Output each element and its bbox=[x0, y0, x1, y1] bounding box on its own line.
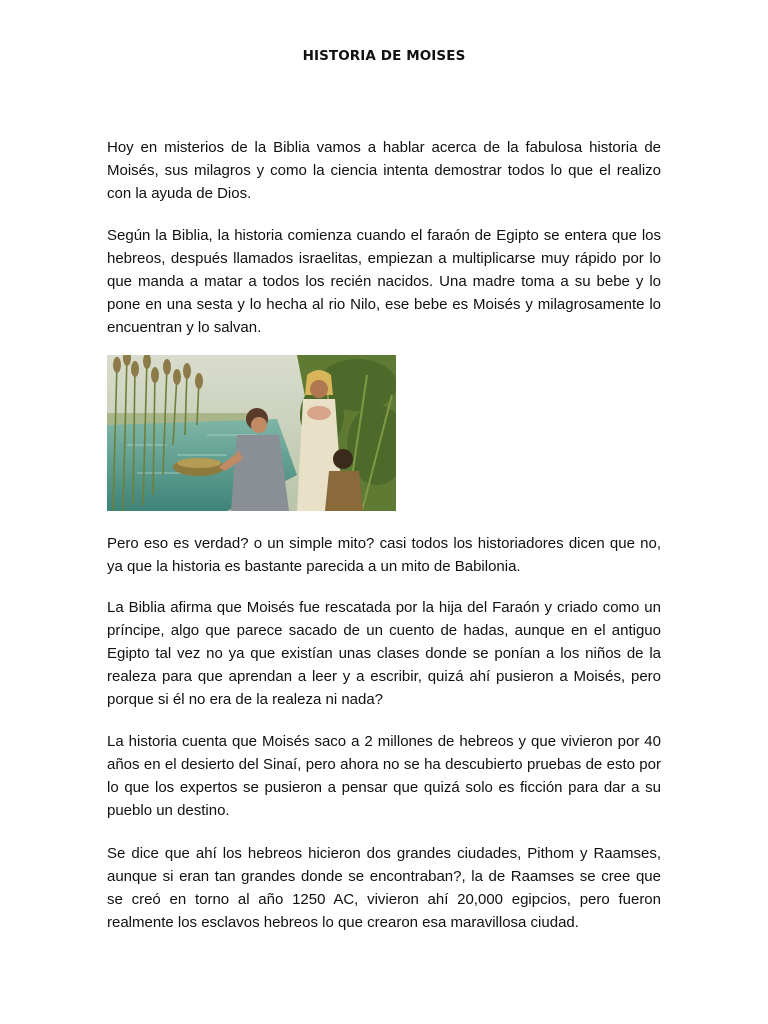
paragraph-cities: Se dice que ahí los hebreos hicieron dos grandes ciudades, Pithom y Raamses, aunque si eran tan grandes donde se encontraban?, la de Raamses se cree que se creó en torno al año 1250 AC, vivieron ahí 20,000 egipcios, pero fueron realmente los esclavos hebreos lo que crearon esa maravillosa ciudad. bbox=[107, 845, 661, 931]
paragraph-story-begins: Según la Biblia, la historia comienza cuando el faraón de Egipto se entera que los hebreos, después llamados israelitas, empiezan a multiplicarse muy rápido por lo que manda a matar a todos los recién nacidos. Una madre toma a su bebe y lo pone en una sesta y lo hecha al rio Nilo, ese bebe es Moisés y milagrosamente lo encuentran y lo salvan. bbox=[107, 227, 661, 336]
paragraph-pharaoh-daughter: La Biblia afirma que Moisés fue rescatada por la hija del Faraón y criado como un príncipe, algo que parece sacado de un cuento de hadas, aunque en el antiguo Egipto tal vez no ya que existían unas clases donde se ponían a los niños de la realeza para que aprendan a leer y a escribir, quizá ahí pusieron a Moisés, pero porque si él no era de la realeza ni nada? bbox=[107, 599, 661, 708]
document-title: HISTORIA DE MOISES bbox=[302, 48, 466, 64]
paragraph-myth-question: Pero eso es verdad? o un simple mito? casi todos los historiadores dicen que no, ya que la historia es bastante parecida a un mito de Babilonia. bbox=[107, 535, 661, 575]
paragraph-exodus: La historia cuenta que Moisés saco a 2 millones de hebreos y que vivieron por 40 años en el desierto del Sinaí, pero ahora no se ha descubierto pruebas de esto por lo que los expertos se pusieron a pensar que quizá solo es ficción para dar a su pueblo un destino. bbox=[107, 733, 661, 819]
paragraph-intro: Hoy en misterios de la Biblia vamos a hablar acerca de la fabulosa historia de Moisés, sus milagros y como la ciencia intenta demostrar todos lo que el realizo con la ayuda de Dios. bbox=[107, 139, 661, 202]
moses-illustration bbox=[107, 355, 396, 511]
moses-illustration-drawing bbox=[107, 355, 396, 511]
